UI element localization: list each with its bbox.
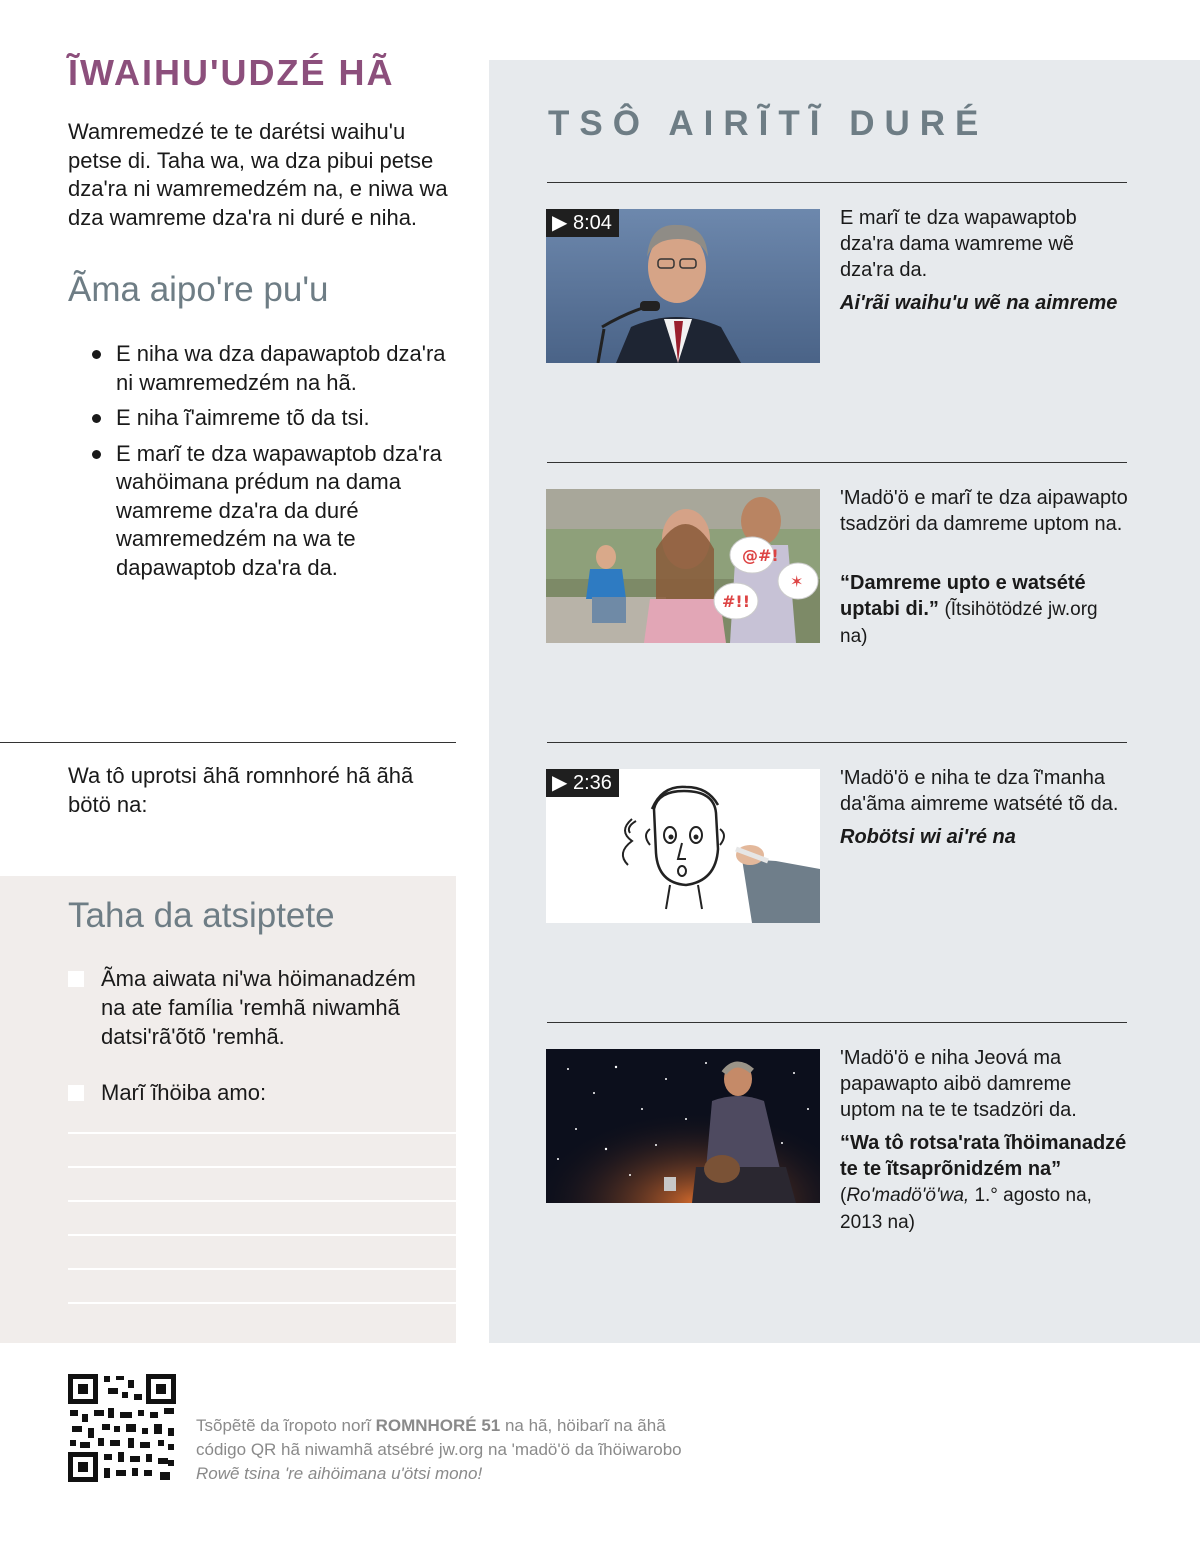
bullet-item <box>92 440 462 583</box>
writing-line[interactable] <box>68 1132 456 1134</box>
bullet-text: E niha wa dza dapawaptob dza'ra ni wamremedzém na hã. <box>116 341 446 395</box>
article-title-text: “Damreme upto e watsété uptabi di.” <box>840 572 1086 620</box>
article-title[interactable] <box>840 570 1130 650</box>
bullet-item <box>92 340 462 397</box>
article-source: (Ro'madö'ö'wa, 1.° agosto na, 2013 na) <box>840 1185 1092 1233</box>
video-title[interactable]: Robötsi wi ai'ré na <box>840 826 1016 848</box>
divider <box>547 742 1127 743</box>
video-description: 'Madö'ö e niha te dza ĩ'manha da'ãma aimreme watsété tõ da. <box>840 767 1119 815</box>
divider <box>547 182 1127 183</box>
article-title-text: “Wa tô rotsa'rata ĩhöimanadzé te te ĩtsaprõnidzém na” <box>840 1132 1127 1180</box>
footer-text-part: Tsõpẽtẽ da ĩropoto norĩ <box>196 1416 376 1435</box>
article-description: 'Madö'ö e marĩ te dza aipawapto tsadzöri da damreme uptom na. <box>840 487 1128 535</box>
duration: 8:04 <box>572 212 612 234</box>
video-thumbnail-whiteboard[interactable] <box>546 769 820 923</box>
video-description: E marĩ te dza wapawaptob dza'ra dama wamreme wẽ dza'ra da. <box>840 207 1077 281</box>
checkbox-label: Ãma aiwata ni'wa höimanadzém na ate família 'remhã niwamhã datsi'rã'õtõ 'remhã. <box>101 966 416 1049</box>
svg-text:✶: ✶ <box>790 572 804 591</box>
reflect-panel <box>0 876 456 1343</box>
writing-line[interactable] <box>68 1200 456 1202</box>
writing-line[interactable] <box>68 1234 456 1236</box>
article-thumbnail-night-sky[interactable] <box>546 1049 820 1203</box>
checkbox[interactable] <box>68 1085 84 1101</box>
bullet-icon <box>92 350 101 359</box>
bullet-list <box>92 340 462 589</box>
article-source-date: 1.° agosto na, 2013 na) <box>840 1185 1092 1233</box>
video-thumbnail-speaker[interactable] <box>546 209 820 363</box>
notes-prompt: Wa tô uprotsi ãhã romnhoré hã ãhã bötö na: <box>68 763 414 817</box>
footer-text-italic: Rowẽ tsina 're aihöimana u'ötsi mono! <box>196 1464 483 1483</box>
article-source-name: Ro'madö'ö'wa, <box>846 1185 970 1206</box>
divider <box>547 1022 1127 1023</box>
writing-line[interactable] <box>68 1166 456 1168</box>
writing-line[interactable] <box>68 1268 456 1270</box>
checkbox-label: Marĩ ĩhöiba amo: <box>101 1080 267 1105</box>
article-source: (Ĩtsihötödzé jw.org na) <box>840 599 1098 647</box>
bullet-item <box>92 404 462 433</box>
bullet-icon <box>92 414 101 423</box>
duration-badge <box>546 769 619 797</box>
writing-line[interactable] <box>68 1302 456 1304</box>
bullet-icon <box>92 450 101 459</box>
divider <box>0 742 456 743</box>
article-title[interactable] <box>840 1130 1130 1236</box>
checkbox[interactable] <box>68 971 84 987</box>
article-thumbnail-teens[interactable] <box>546 489 820 643</box>
divider <box>547 462 1127 463</box>
duration: 2:36 <box>572 772 612 794</box>
svg-text:@#!: @#! <box>742 546 779 565</box>
subheading: Ãma aipo're pu'u <box>68 270 329 309</box>
play-icon: ▶ <box>552 772 568 794</box>
duration-badge <box>546 209 619 237</box>
bullet-text: E marĩ te dza wapawaptob dza'ra wahöimana prédum na dama wamreme dza'ra da duré wamremedzém na wa te dapawaptob dza'ra da. <box>116 440 442 580</box>
intro-paragraph: Wamremedzé te te darétsi waihu'u petse di. Taha wa, wa dza pibui petse dza'ra ni wamremedzém na, e niwa wa dza wamreme dza'ra ni duré e niha. <box>68 119 448 230</box>
footer-text-part: na hã, höibarĩ na ãhã código QR hã niwamhã atsébré jw.org na 'madö'ö da ĩhöiwarobo <box>196 1416 682 1459</box>
footer-text <box>196 1414 716 1486</box>
article-description: 'Madö'ö e niha Jeová ma papawapto aibö damreme uptom na te te tsadzöri da. <box>840 1047 1077 1121</box>
night-sky-image <box>546 1049 820 1203</box>
video-title[interactable]: Ai'rãi waihu'u wẽ na aimreme <box>840 292 1118 314</box>
right-heading: TSÔ AIRĨTĨ DURÉ <box>548 104 989 143</box>
section-title: ĨWAIHU'UDZÉ HÃ <box>68 52 395 93</box>
bullet-text: E niha ĩ'aimreme tõ da tsi. <box>116 405 370 430</box>
reflect-heading: Taha da atsiptete <box>68 896 335 935</box>
qr-code-icon[interactable] <box>68 1374 176 1482</box>
svg-text:#!!: #!! <box>722 592 750 611</box>
footer-text-bold: ROMNHORÉ 51 <box>375 1416 501 1435</box>
teens-image <box>546 489 820 643</box>
play-icon: ▶ <box>552 212 568 234</box>
